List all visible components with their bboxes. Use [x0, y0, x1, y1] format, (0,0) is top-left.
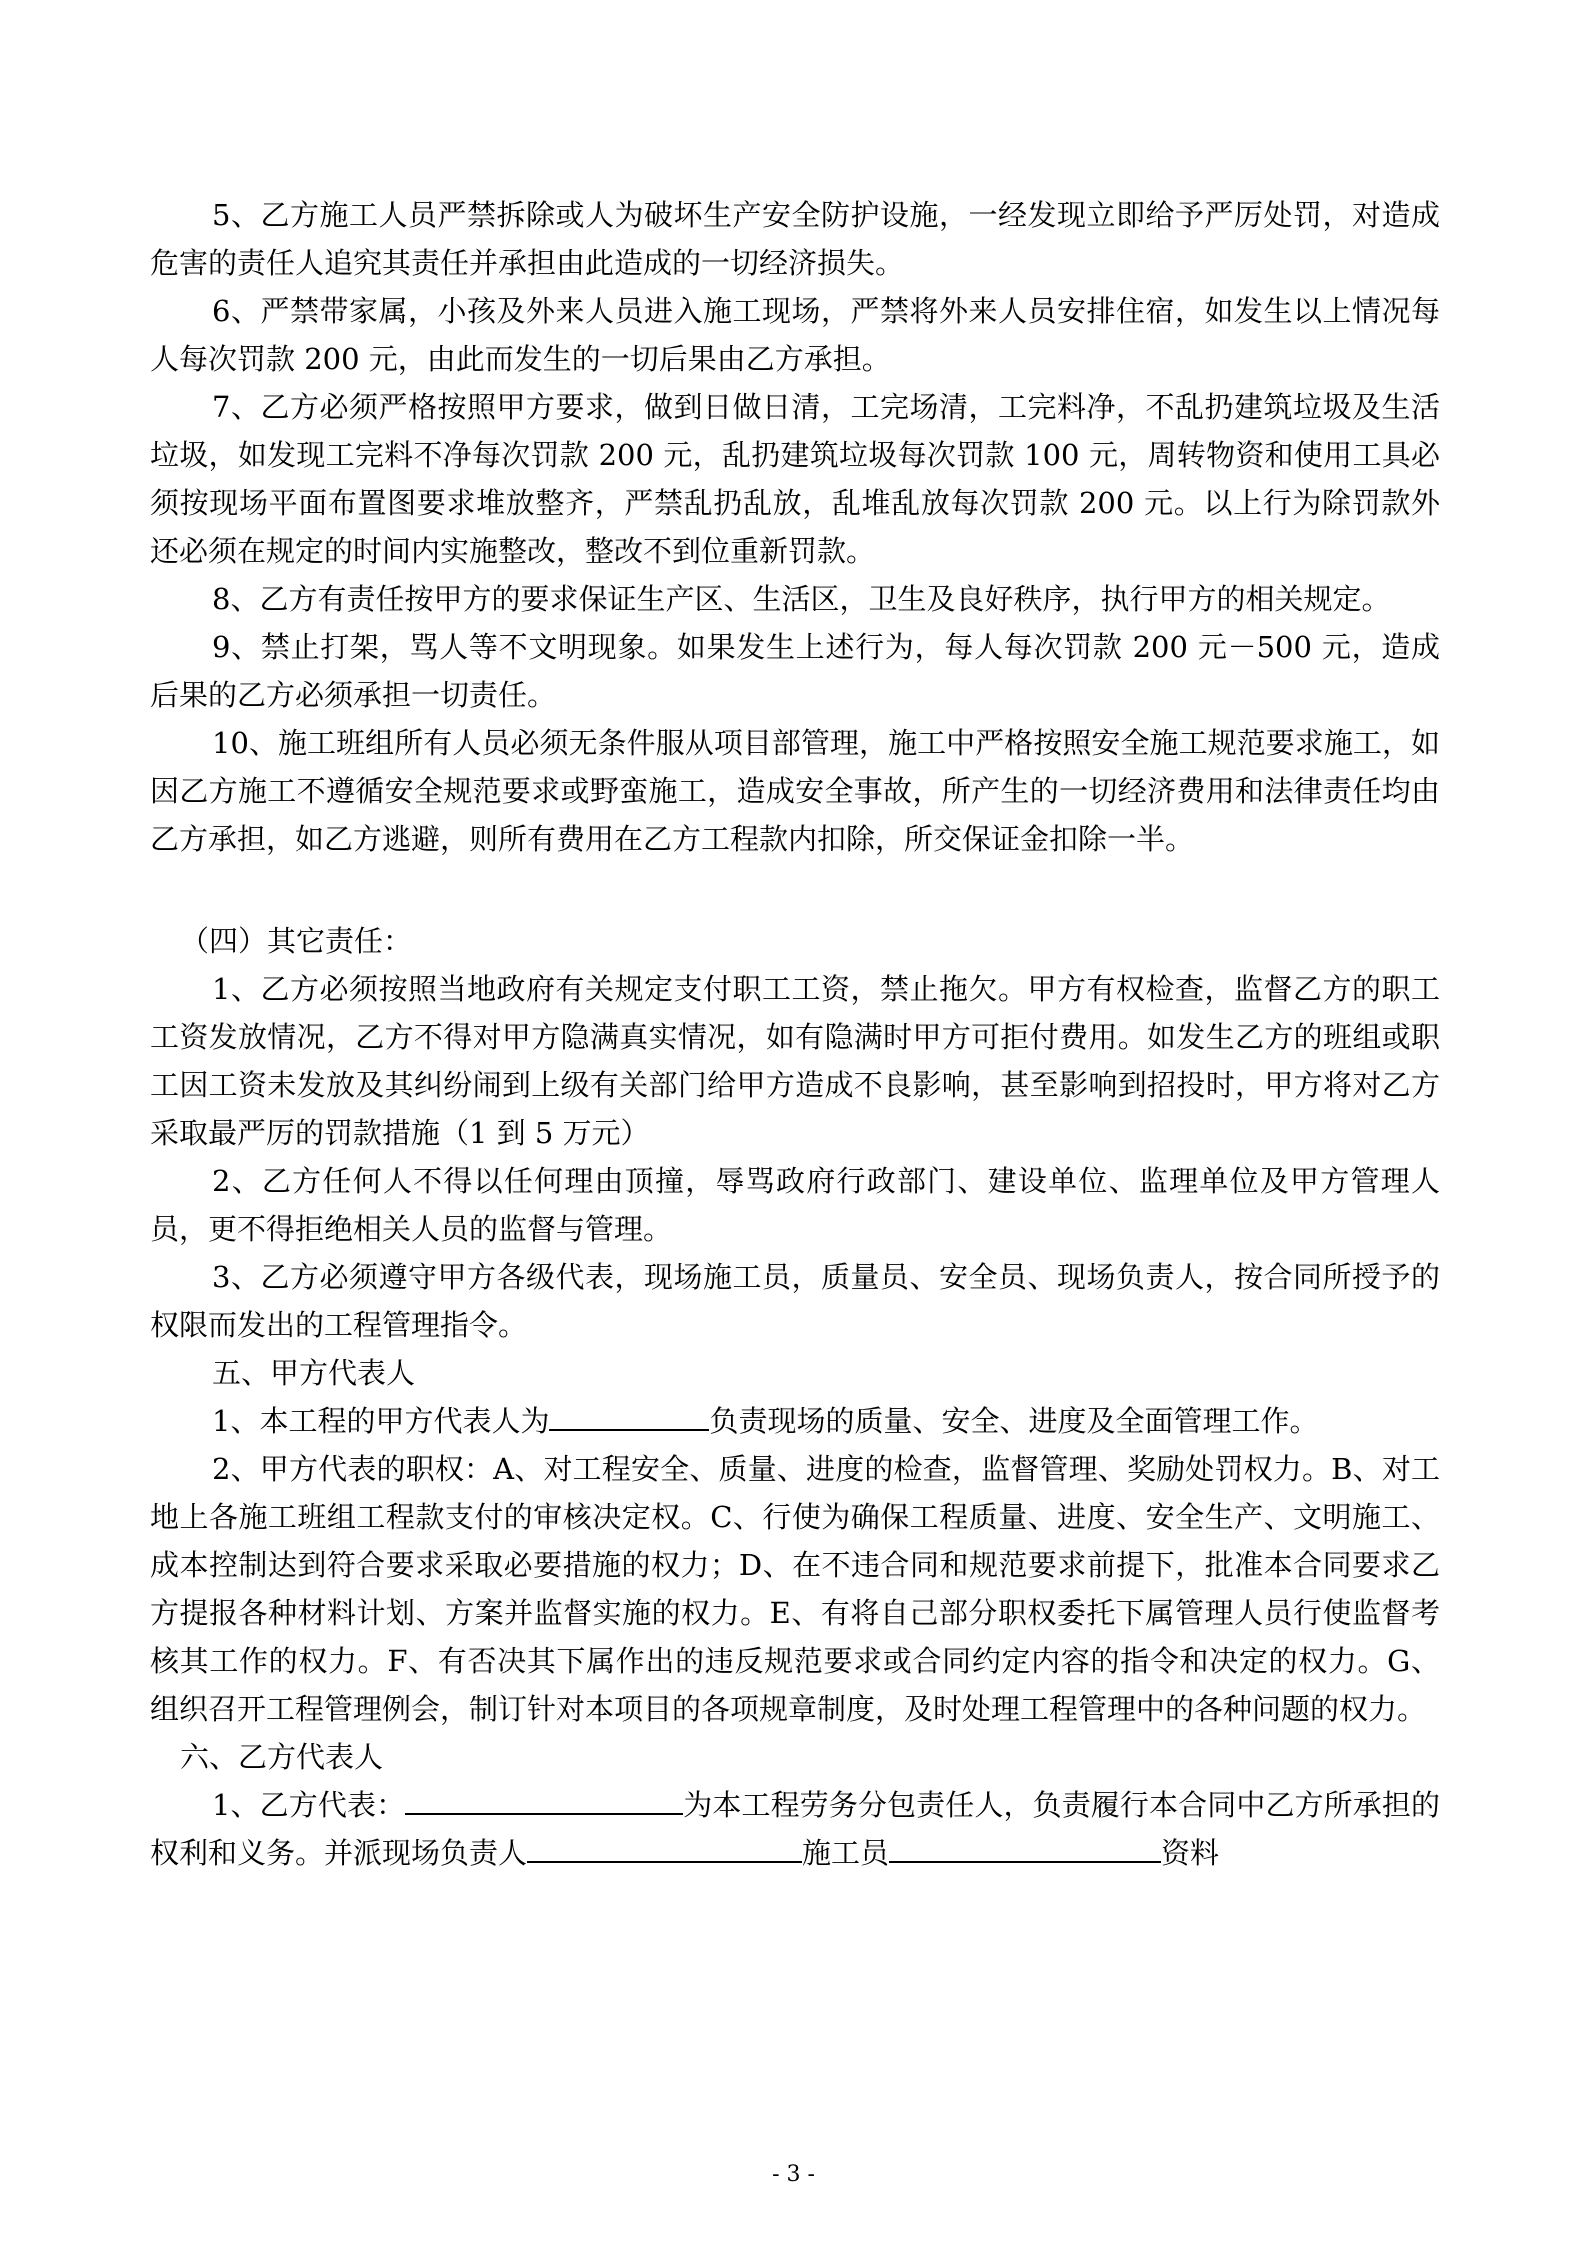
party-a-rep-heading: 五、甲方代表人	[212, 1356, 416, 1390]
party-b-rep-label: 1、乙方代表：	[212, 1788, 406, 1822]
party-a-rep-duty: 负责现场的质量、安全、进度及全面管理工作。	[709, 1404, 1319, 1438]
party-a-rep-clause-1	[150, 1397, 1440, 1445]
clause-9: 9、禁止打架，骂人等不文明现象。如果发生上述行为，每人每次罚款 200 元－500 元，造成后果的乙方必须承担一切责任。	[150, 630, 1440, 712]
other-clause-1: 1、乙方必须按照当地政府有关规定支付职工工资，禁止拖欠。甲方有权检查，监督乙方的职工工资发放情况，乙方不得对甲方隐满真实情况，如有隐满时甲方可拒付费用。如发生乙方的班组或职工因工资未发放及其纠纷闹到上级有关部门给甲方造成不良影响，甚至影响到招投时，甲方将对乙方采取最严厉的罚款措施（1 到 5 万元）	[150, 972, 1440, 1150]
section-gap	[150, 863, 1440, 911]
document-body	[150, 191, 1440, 1877]
clause-8: 8、乙方有责任按甲方的要求保证生产区、生活区，卫生及良好秩序，执行甲方的相关规定。	[212, 582, 1391, 616]
constructor-blank	[889, 1831, 1161, 1863]
page-number: - 3 -	[772, 2162, 815, 2187]
clause-10: 10、施工班组所有人员必须无条件服从项目部管理，施工中严格按照安全施工规范要求施工，如因乙方施工不遵循安全规范要求或野蛮施工，造成安全事故，所产生的一切经济费用和法律责任均由乙方承担，如乙方逃避，则所有费用在乙方工程款内扣除，所交保证金扣除一半。	[150, 726, 1440, 856]
party-b-rep-clause-1	[150, 1781, 1440, 1877]
party-b-rep-blank	[405, 1783, 683, 1815]
clause-7: 7、乙方必须严格按照甲方要求，做到日做日清，工完场清，工完料净，不乱扔建筑垃圾及生活垃圾，如发现工完料不净每次罚款 200 元，乱扔建筑垃圾每次罚款 100 元，周转物资和使用工具必须按现场平面布置图要求堆放整齐，严禁乱扔乱放，乱堆乱放每次罚款 200 元。以上行为除罚款外还必须在规定的时间内实施整改，整改不到位重新罚款。	[150, 390, 1440, 568]
constructor-label: 施工员	[802, 1836, 890, 1870]
other-clause-2: 2、乙方任何人不得以任何理由顶撞，辱骂政府行政部门、建设单位、监理单位及甲方管理人员，更不得拒绝相关人员的监督与管理。	[150, 1164, 1440, 1246]
clause-5: 5、乙方施工人员严禁拆除或人为破坏生产安全防护设施，一经发现立即给予严厉处罚，对造成危害的责任人追究其责任并承担由此造成的一切经济损失。	[150, 198, 1440, 280]
document-clerk-label: 资料	[1161, 1836, 1220, 1870]
other-responsibilities-heading: （四）其它责任：	[180, 924, 413, 958]
other-clause-3: 3、乙方必须遵守甲方各级代表，现场施工员，质量员、安全员、现场负责人，按合同所授予的权限而发出的工程管理指令。	[150, 1260, 1440, 1342]
clause-6: 6、严禁带家属，小孩及外来人员进入施工现场，严禁将外来人员安排住宿，如发生以上情况每人每次罚款 200 元，由此而发生的一切后果由乙方承担。	[150, 294, 1440, 376]
party-b-rep-heading: 六、乙方代表人	[180, 1740, 384, 1774]
party-a-rep-clause-2: 2、甲方代表的职权：A、对工程安全、质量、进度的检查，监督管理、奖励处罚权力。B、对工地上各施工班组工程款支付的审核决定权。C、行使为确保工程质量、进度、安全生产、文明施工、成本控制达到符合要求采取必要措施的权力；D、在不违合同和规范要求前提下，批准本合同要求乙方提报各种材料计划、方案并监督实施的权力。E、有将自己部分职权委托下属管理人员行使监督考核其工作的权力。F、有否决其下属作出的违反规范要求或合同约定内容的指令和决定的权力。G、组织召开工程管理例会，制订针对本项目的各项规章制度，及时处理工程管理中的各种问题的权力。	[150, 1452, 1440, 1726]
party-a-rep-label: 1、本工程的甲方代表人为	[212, 1404, 550, 1438]
party-b-rep-duty: 为本工程劳务分包责任人，负责履行本合同中乙方所承担的权利和义务。并派现场负责人	[150, 1788, 1440, 1870]
site-manager-blank	[527, 1831, 802, 1863]
party-a-rep-blank	[549, 1399, 709, 1431]
